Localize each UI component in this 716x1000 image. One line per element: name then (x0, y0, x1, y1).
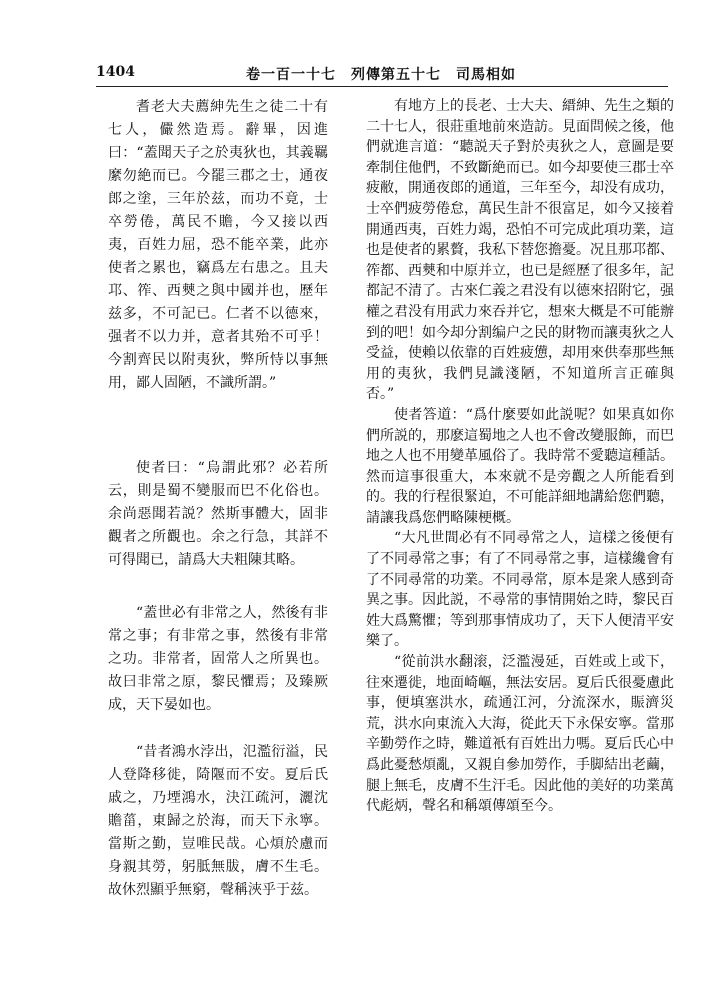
paragraph-spacer (108, 572, 328, 602)
translation-paragraph: 使者答道：“爲什麼要如此説呢？如果真如你們所説的，那麽這蜀地之人也不會改變服飾，而巴地之人也不用變革風俗了。我時常不愛聽這種話。然而這事很重大，本來就不是旁觀之人所能看到的。我的行程很緊迫，不可能詳細地講給您們聽，請讓我爲您們略陳梗概。 (366, 406, 674, 526)
paragraph-spacer (108, 717, 328, 741)
page-header (96, 64, 668, 86)
classical-paragraph: “昔者鴻水浡出，氾濫衍溢，民人登降移徙，陭隁而不安。夏后氏戚之，乃堙鴻水，決江疏河，灑沈贍菑，東歸之於海，而天下永寧。當斯之勤，豈唯民哉。心煩於慮而身親其勞，躬胝無胈，膚不生毛。故休烈顯乎無窮，聲稱浹乎于兹。 (108, 744, 328, 898)
classical-text-column (108, 96, 328, 902)
translation-column (366, 96, 674, 817)
translation-paragraph: 有地方上的長老、士大夫、縉紳、先生之類的二十七人，很莊重地前來造訪。見面問候之後，他們就進言道：“聽説天子對於夷狄之人，意圖是要牽制住他們，不致斷絶而已。如今却要使三郡士卒疲敝，開通夜郎的通道，三年至今，却没有成功，士卒們疲勞倦怠，萬民生計不很富足，如今又接着開通西夷，百姓力竭，恐怕不可完成此項功業，這也是使者的累贅，我私下替您擔憂。况且那邛都、筰都、西僰和中原并立，也已是經歷了很多年，記都記不清了。古來仁義之君没有以德來招附它，强權之君没有用武力來吞并它，想來大概是不可能辦到的吧！如今却分割编户之民的財物而讓夷狄之人受益，使賴以依靠的百姓疲憊，却用來供奉那些無用的夷狄，我們見識淺陋，不知道所言正確與否。” (366, 98, 674, 403)
paragraph-spacer (108, 395, 328, 457)
header-rule (96, 86, 668, 87)
classical-paragraph: 使者曰：“烏謂此邪？必若所云，則是蜀不變服而巴不化俗也。余尚惡聞若説？然斯事體大，固非觀者之所觀也。余之行急，其詳不可得聞已，請爲大夫粗陳其略。 (108, 460, 328, 568)
translation-paragraph: “大凡世間必有不同尋常之人，這樣之後便有了不同尋常之事；有了不同尋常之事，這樣纔會有了不同尋常的功業。不同尋常，原本是衆人感到奇異之事。因此説，不尋常的事情開始之時，黎民百姓大爲驚懼；等到那事情成功了，天下人便清平安樂了。 (366, 530, 674, 650)
classical-paragraph: “蓋世必有非常之人，然後有非常之事；有非常之事，然後有非常之功。非常者，固常人之所異也。故曰非常之原，黎民懼焉；及臻厥成，天下晏如也。 (108, 605, 328, 713)
running-head: 卷一百一十七 列傳第五十七 司馬相如 (246, 67, 516, 83)
page-number: 1404 (96, 64, 135, 80)
classical-paragraph: 耆老大夫薦紳先生之徒二十有七人，儼然造焉。辭畢，因進曰：“蓋聞天子之於夷狄也，其義羈縻勿絶而已。今罷三郡之士，通夜郎之塗，三年於兹，而功不竟，士卒勞倦，萬民不贍，今又接以西夷，百姓力屈，恐不能卒業，此亦使者之累也，竊爲左右患之。且夫邛、筰、西僰之與中國并也，歷年兹多，不可記已。仁者不以德來，强者不以力并，意者其殆不可乎！今割齊民以附夷狄，弊所恃以事無用，鄙人固陋，不識所謂。” (108, 99, 328, 391)
translation-paragraph: “從前洪水翻滚，泛濫漫延，百姓或上或下，往來遷徙，地面崎嶇，無法安居。夏后氏很憂慮此事，便填塞洪水，疏通江河，分流深水，賑濟災荒，洪水向東流入大海，從此天下永保安寧。當那辛勤勞作之時，難道衹有百姓出力嗎。夏后氏心中爲此憂愁煩亂，又親自參加勞作，手脚結出老繭，腿上無毛，皮膚不生汗毛。因此他的美好的功業萬代彪炳，聲名和稱頌傳頌至今。 (366, 654, 674, 815)
